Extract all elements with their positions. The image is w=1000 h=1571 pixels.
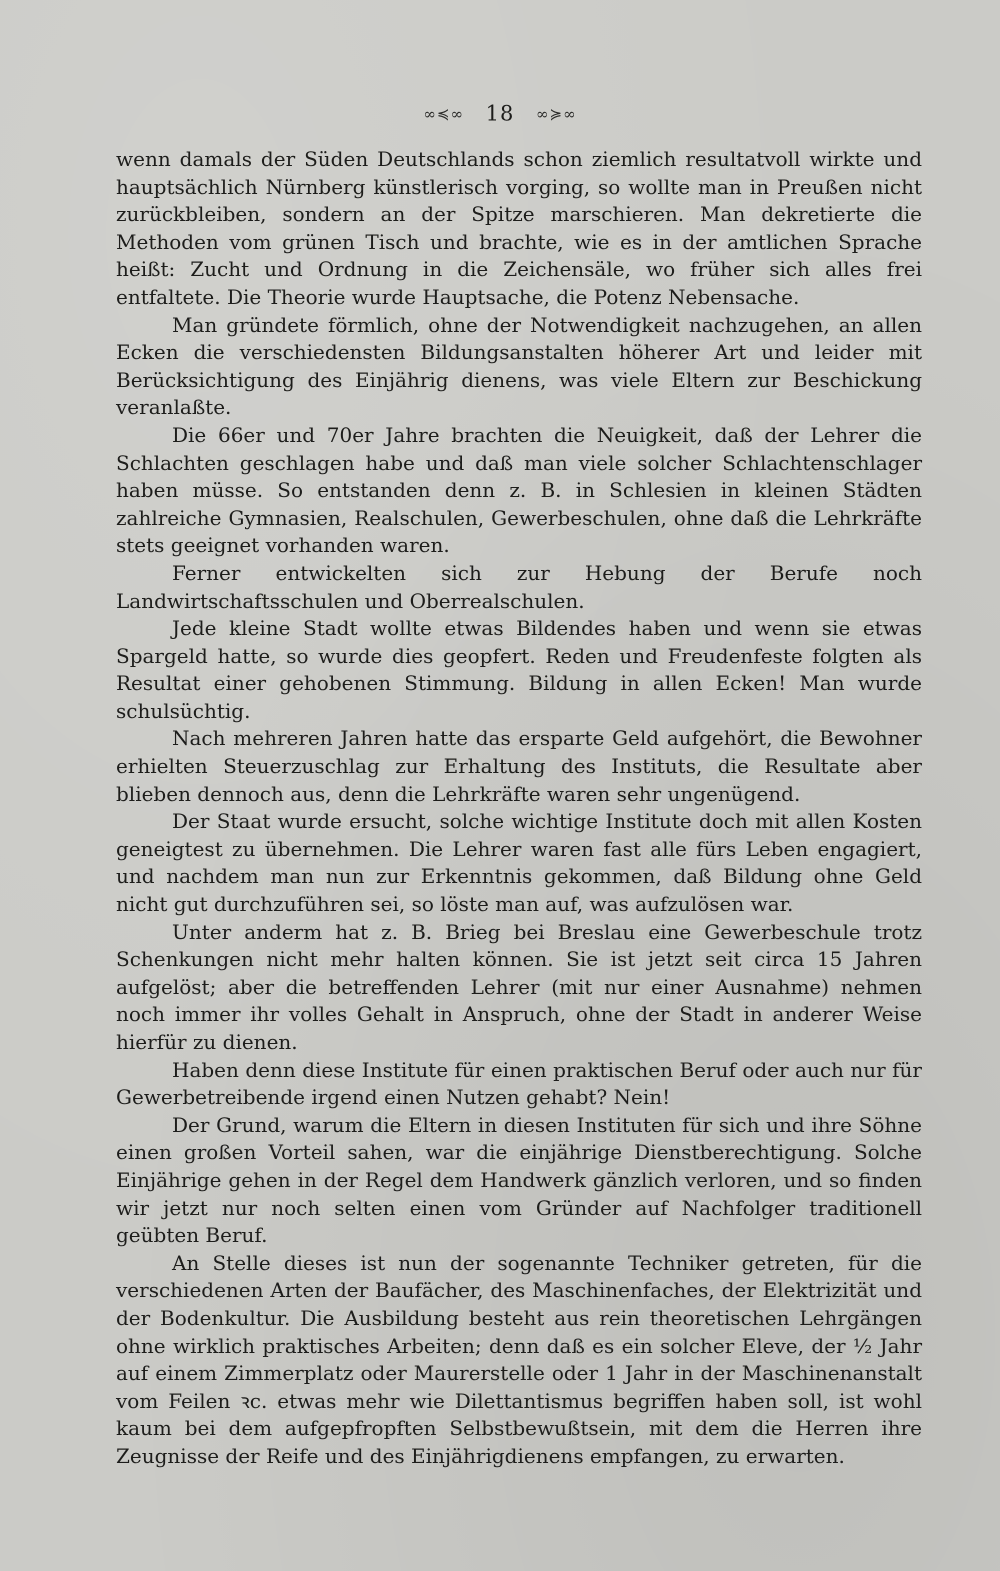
paragraph: Unter anderm hat z. B. Brieg bei Breslau eine Gewerbeschule trotz Schenkungen nicht mehr halten können. Sie ist jetzt seit circa 15 Jahren aufgelöst; aber die betreffenden Lehrer (mit nur einer Ausnahme) nehmen noch immer ihr volles Gehalt in Anspruch, ohne der Stadt in anderer Weise hierfür zu dienen. [116, 919, 922, 1054]
paragraph: Ferner entwickelten sich zur Hebung der Berufe noch Landwirtschaftsschulen und Oberrealschulen. [116, 560, 922, 613]
ornament-left-icon: ∞≼∞ [423, 104, 464, 123]
paragraph: Man gründete förmlich, ohne der Notwendigkeit nachzugehen, an allen Ecken die verschiedensten Bildungsanstalten höherer Art und leider mit Berücksichtigung des Einjährig dienens, was viele Eltern zur Beschickung veranlaßte. [116, 312, 922, 420]
body-text [116, 146, 922, 1471]
paragraph: Jede kleine Stadt wollte etwas Bildendes haben und wenn sie etwas Spargeld hatte, so wurde dies geopfert. Reden und Freudenfeste folgten als Resultat einer gehobenen Stimmung. Bildung in allen Ecken! Man wurde schulsüchtig. [116, 616, 922, 723]
paragraph: An Stelle dieses ist nun der sogenannte Techniker getreten, für die verschiedenen Arten der Baufächer, des Maschinenfaches, der Elektrizität und der Bodenkultur. Die Ausbildung besteht aus rein theoretischen Lehrgängen ohne wirklich praktisches Arbeiten; denn daß es ein solcher Eleve, der ½ Jahr auf einem Zimmerplatz oder Maurerstelle oder 1 Jahr in der Maschinenanstalt vom Feilen ꝛc. etwas mehr wie Dilettantismus begriffen haben soll, ist wohl kaum bei dem aufgepfropften Selbstbewußtsein, mit dem die Herren ihre Zeugnisse der Reife und des Einjährigdienens empfangen, zu erwarten. [116, 1250, 922, 1468]
ornament-right-icon: ∞≽∞ [536, 104, 577, 123]
paragraph: wenn damals der Süden Deutschlands schon ziemlich resultatvoll wirkte und hauptsächlich Nürnberg künstlerisch vorging, so wollte man in Preußen nicht zurückbleiben, sondern an der Spitze marschieren. Man dekretierte die Methoden vom grünen Tisch und brachte, wie es in der amtlichen Sprache heißt: Zucht und Ordnung in die Zeichensäle, wo früher sich alles frei entfaltete. Die Theorie wurde Hauptsache, die Potenz Nebensache. [116, 147, 922, 309]
paragraph: Haben denn diese Institute für einen praktischen Beruf oder auch nur für Gewerbetreibende irgend einen Nutzen gehabt? Nein! [116, 1057, 922, 1110]
page-header [0, 100, 1000, 126]
paragraph: Der Staat wurde ersucht, solche wichtige Institute doch mit allen Kosten geneigtest zu übernehmen. Die Lehrer waren fast alle fürs Leben engagiert, und nachdem man nun zur Erkenntnis gekommen, daß Bildung ohne Geld nicht gut durchzuführen sei, so löste man auf, was aufzulösen war. [116, 809, 922, 917]
paragraph: Die 66er und 70er Jahre brachten die Neuigkeit, daß der Lehrer die Schlachten geschlagen habe und daß man viele solcher Schlachtenschlager haben müsse. So entstanden denn z. B. in Schlesien in kleinen Städten zahlreiche Gymnasien, Realschulen, Gewerbeschulen, ohne daß die Lehrkräfte stets geeignet vorhanden waren. [116, 422, 922, 558]
paragraph: Der Grund, warum die Eltern in diesen Instituten für sich und ihre Söhne einen großen Vorteil sahen, war die einjährige Dienstberechtigung. Solche Einjährige gehen in der Regel dem Handwerk gänzlich verloren, und so finden wir jetzt nur noch selten einen vom Gründer auf Nachfolger traditionell geübten Beruf. [116, 1112, 922, 1248]
page-number: 18 [485, 101, 515, 126]
paragraph: Nach mehreren Jahren hatte das ersparte Geld aufgehört, die Bewohner erhielten Steuerzuschlag zur Erhaltung des Instituts, die Resultate aber blieben dennoch aus, denn die Lehrkräfte waren sehr ungenügend. [116, 726, 922, 806]
